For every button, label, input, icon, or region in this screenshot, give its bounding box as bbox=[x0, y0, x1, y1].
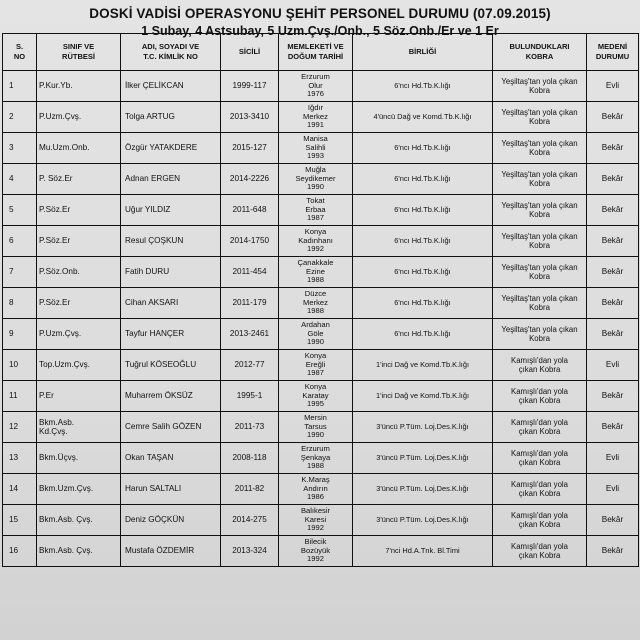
table-body bbox=[3, 71, 639, 567]
cell-no: 5 bbox=[3, 195, 37, 226]
cell-no: 15 bbox=[3, 505, 37, 536]
cell-home: Iğdır Merkez 1991 bbox=[279, 102, 353, 133]
cell-place: Yeşiltaş'tan yola çıkan Kobra bbox=[493, 319, 587, 350]
personnel-table bbox=[2, 33, 639, 567]
cell-name: Deniz GÖÇKÜN bbox=[121, 505, 221, 536]
cell-name: Tuğrul KÖSEOĞLU bbox=[121, 350, 221, 381]
cell-rank: P.Uzm.Çvş. bbox=[37, 319, 121, 350]
cell-unit: 3'üncü P.Tüm. Loj.Des.K.lığı bbox=[353, 474, 493, 505]
cell-place: Yeşiltaş'tan yola çıkan Kobra bbox=[493, 195, 587, 226]
cell-name: Fatih DURU bbox=[121, 257, 221, 288]
cell-name: Cihan AKSARI bbox=[121, 288, 221, 319]
document-subtitle: 1 Subay, 4 Astsubay, 5 Uzm.Çvş./Onb., 5 Söz.Onb./Er ve 1 Er bbox=[141, 24, 499, 38]
cell-home: Balıkesir Karesi 1992 bbox=[279, 505, 353, 536]
table-row bbox=[3, 288, 639, 319]
cell-rank: Bkm.Üçvş. bbox=[37, 443, 121, 474]
cell-no: 16 bbox=[3, 536, 37, 567]
cell-no: 7 bbox=[3, 257, 37, 288]
cell-place: Yeşiltaş'tan yola çıkan Kobra bbox=[493, 164, 587, 195]
cell-sicil: 2011-454 bbox=[221, 257, 279, 288]
cell-sicil: 1995-1 bbox=[221, 381, 279, 412]
cell-sicil: 2013-2461 bbox=[221, 319, 279, 350]
cell-status: Bekâr bbox=[587, 102, 639, 133]
cell-sicil: 2014-275 bbox=[221, 505, 279, 536]
cell-place: Kamışlı'dan yola çıkan Kobra bbox=[493, 474, 587, 505]
cell-rank: P.Er bbox=[37, 381, 121, 412]
cell-status: Evli bbox=[587, 71, 639, 102]
cell-no: 10 bbox=[3, 350, 37, 381]
cell-unit: 6'ncı Hd.Tb.K.lığı bbox=[353, 226, 493, 257]
cell-home: Düzce Merkez 1988 bbox=[279, 288, 353, 319]
cell-status: Bekâr bbox=[587, 133, 639, 164]
cell-place: Yeşiltaş'tan yola çıkan Kobra bbox=[493, 226, 587, 257]
cell-sicil: 1999-117 bbox=[221, 71, 279, 102]
cell-place: Kamışlı'dan yola çıkan Kobra bbox=[493, 505, 587, 536]
cell-name: Özgür YATAKDERE bbox=[121, 133, 221, 164]
cell-name: İlker ÇELİKCAN bbox=[121, 71, 221, 102]
table-row bbox=[3, 505, 639, 536]
cell-rank: Bkm.Asb. Çvş. bbox=[37, 536, 121, 567]
cell-sicil: 2015-127 bbox=[221, 133, 279, 164]
cell-rank: Top.Uzm.Çvş. bbox=[37, 350, 121, 381]
cell-no: 8 bbox=[3, 288, 37, 319]
cell-home: Konya Kadınhanı 1992 bbox=[279, 226, 353, 257]
cell-home: Tokat Erbaa 1987 bbox=[279, 195, 353, 226]
cell-home: Ardahan Göle 1990 bbox=[279, 319, 353, 350]
cell-no: 13 bbox=[3, 443, 37, 474]
table-row bbox=[3, 536, 639, 567]
cell-unit: 6'ncı Hd.Tb.K.lığı bbox=[353, 133, 493, 164]
cell-status: Bekâr bbox=[587, 536, 639, 567]
table-row bbox=[3, 226, 639, 257]
cell-name: Adnan ERGEN bbox=[121, 164, 221, 195]
cell-no: 4 bbox=[3, 164, 37, 195]
table-row bbox=[3, 102, 639, 133]
cell-status: Bekâr bbox=[587, 505, 639, 536]
cell-rank: Bkm.Asb. Kd.Çvş. bbox=[37, 412, 121, 443]
header-status: MEDENİ DURUMU bbox=[587, 34, 639, 71]
cell-sicil: 2011-73 bbox=[221, 412, 279, 443]
cell-sicil: 2013-3410 bbox=[221, 102, 279, 133]
cell-rank: P.Söz.Er bbox=[37, 288, 121, 319]
header-unit: BİRLİĞİ bbox=[353, 34, 493, 71]
table-row bbox=[3, 412, 639, 443]
cell-status: Bekâr bbox=[587, 195, 639, 226]
cell-unit: 1'inci Dağ ve Komd.Tb.K.lığı bbox=[353, 381, 493, 412]
table-row bbox=[3, 71, 639, 102]
cell-status: Evli bbox=[587, 474, 639, 505]
cell-status: Bekâr bbox=[587, 412, 639, 443]
cell-place: Yeşiltaş'tan yola çıkan Kobra bbox=[493, 102, 587, 133]
cell-no: 2 bbox=[3, 102, 37, 133]
cell-home: Çanakkale Ezine 1988 bbox=[279, 257, 353, 288]
cell-sicil: 2011-648 bbox=[221, 195, 279, 226]
cell-rank: P.Söz.Er bbox=[37, 226, 121, 257]
cell-place: Kamışlı'dan yola çıkan Kobra bbox=[493, 381, 587, 412]
cell-unit: 3'üncü P.Tüm. Loj.Des.K.lığı bbox=[353, 443, 493, 474]
cell-name: Resul ÇOŞKUN bbox=[121, 226, 221, 257]
cell-home: Erzurum Şenkaya 1988 bbox=[279, 443, 353, 474]
header-place: BULUNDUKLARI KOBRA bbox=[493, 34, 587, 71]
cell-status: Bekâr bbox=[587, 319, 639, 350]
cell-rank: P. Söz.Er bbox=[37, 164, 121, 195]
cell-sicil: 2013-324 bbox=[221, 536, 279, 567]
cell-home: Bilecik Bozüyük 1992 bbox=[279, 536, 353, 567]
cell-no: 6 bbox=[3, 226, 37, 257]
cell-place: Kamışlı'dan yola çıkan Kobra bbox=[493, 350, 587, 381]
cell-place: Kamışlı'dan yola çıkan Kobra bbox=[493, 536, 587, 567]
cell-place: Yeşiltaş'tan yola çıkan Kobra bbox=[493, 288, 587, 319]
table-row bbox=[3, 164, 639, 195]
cell-home: Mersin Tarsus 1990 bbox=[279, 412, 353, 443]
document-title: DOSKİ VADİSİ OPERASYONU ŞEHİT PERSONEL DURUMU (07.09.2015) bbox=[89, 6, 551, 21]
cell-place: Kamışlı'dan yola çıkan Kobra bbox=[493, 412, 587, 443]
cell-name: Mustafa ÖZDEMİR bbox=[121, 536, 221, 567]
table-row bbox=[3, 319, 639, 350]
cell-unit: 6'ncı Hd.Tb.K.lığı bbox=[353, 164, 493, 195]
cell-sicil: 2011-82 bbox=[221, 474, 279, 505]
cell-place: Kamışlı'dan yola çıkan Kobra bbox=[493, 443, 587, 474]
cell-sicil: 2011-179 bbox=[221, 288, 279, 319]
cell-no: 3 bbox=[3, 133, 37, 164]
cell-name: Muharrem ÖKSÜZ bbox=[121, 381, 221, 412]
cell-unit: 3'üncü P.Tüm. Loj.Des.K.lığı bbox=[353, 412, 493, 443]
cell-unit: 6'ncı Hd.Tb.K.lığı bbox=[353, 288, 493, 319]
cell-no: 9 bbox=[3, 319, 37, 350]
cell-sicil: 2014-2226 bbox=[221, 164, 279, 195]
cell-home: Manisa Salihli 1993 bbox=[279, 133, 353, 164]
cell-status: Bekâr bbox=[587, 381, 639, 412]
header-name: ADI, SOYADI VE T.C. KİMLİK NO bbox=[121, 34, 221, 71]
table-row bbox=[3, 195, 639, 226]
cell-rank: Mu.Uzm.Onb. bbox=[37, 133, 121, 164]
cell-rank: P.Uzm.Çvş. bbox=[37, 102, 121, 133]
cell-rank: Bkm.Uzm.Çvş. bbox=[37, 474, 121, 505]
cell-rank: P.Söz.Onb. bbox=[37, 257, 121, 288]
cell-no: 1 bbox=[3, 71, 37, 102]
cell-rank: P.Söz.Er bbox=[37, 195, 121, 226]
cell-unit: 7'nci Hd.A.Tnk. Bl.Timi bbox=[353, 536, 493, 567]
cell-place: Yeşiltaş'tan yola çıkan Kobra bbox=[493, 71, 587, 102]
cell-sicil: 2008-118 bbox=[221, 443, 279, 474]
header-no: S. NO bbox=[3, 34, 37, 71]
cell-home: Konya Karatay 1995 bbox=[279, 381, 353, 412]
cell-unit: 6'ncı Hd.Tb.K.lığı bbox=[353, 195, 493, 226]
cell-unit: 4'üncü Dağ ve Komd.Tb.K.lığı bbox=[353, 102, 493, 133]
cell-home: Muğla Seydikemer 1990 bbox=[279, 164, 353, 195]
cell-name: Harun SALTALI bbox=[121, 474, 221, 505]
table-row bbox=[3, 257, 639, 288]
cell-status: Bekâr bbox=[587, 288, 639, 319]
cell-rank: Bkm.Asb. Çvş. bbox=[37, 505, 121, 536]
table-header-row bbox=[3, 34, 639, 71]
cell-status: Bekâr bbox=[587, 226, 639, 257]
cell-home: Konya Ereğli 1987 bbox=[279, 350, 353, 381]
cell-unit: 3'üncü P.Tüm. Loj.Des.K.lığı bbox=[353, 505, 493, 536]
cell-unit: 6'ncı Hd.Tb.K.lığı bbox=[353, 257, 493, 288]
cell-no: 14 bbox=[3, 474, 37, 505]
cell-unit: 6'ncı Hd.Tb.K.lığı bbox=[353, 71, 493, 102]
cell-name: Cemre Salih GÖZEN bbox=[121, 412, 221, 443]
cell-name: Okan TAŞAN bbox=[121, 443, 221, 474]
cell-status: Bekâr bbox=[587, 164, 639, 195]
cell-status: Evli bbox=[587, 350, 639, 381]
cell-unit: 6'ncı Hd.Tb.K.lığı bbox=[353, 319, 493, 350]
cell-name: Tayfur HANÇER bbox=[121, 319, 221, 350]
cell-home: K.Maraş Andırın 1986 bbox=[279, 474, 353, 505]
cell-name: Uğur YILDIZ bbox=[121, 195, 221, 226]
cell-sicil: 2012-77 bbox=[221, 350, 279, 381]
cell-no: 12 bbox=[3, 412, 37, 443]
cell-no: 11 bbox=[3, 381, 37, 412]
cell-place: Yeşiltaş'tan yola çıkan Kobra bbox=[493, 133, 587, 164]
cell-status: Bekâr bbox=[587, 257, 639, 288]
cell-status: Evli bbox=[587, 443, 639, 474]
cell-place: Yeşiltaş'tan yola çıkan Kobra bbox=[493, 257, 587, 288]
header-sicil: SİCİLİ bbox=[221, 34, 279, 71]
table-row bbox=[3, 443, 639, 474]
header-home: MEMLEKETİ VE DOĞUM TARİHİ bbox=[279, 34, 353, 71]
table-row bbox=[3, 133, 639, 164]
cell-home: Erzurum Olur 1976 bbox=[279, 71, 353, 102]
cell-unit: 1'inci Dağ ve Komd.Tb.K.lığı bbox=[353, 350, 493, 381]
cell-sicil: 2014-1750 bbox=[221, 226, 279, 257]
table-row bbox=[3, 350, 639, 381]
table-row bbox=[3, 474, 639, 505]
cell-name: Tolga ARTUG bbox=[121, 102, 221, 133]
cell-rank: P.Kur.Yb. bbox=[37, 71, 121, 102]
header-rank: SINIF VE RÜTBESİ bbox=[37, 34, 121, 71]
table-row bbox=[3, 381, 639, 412]
